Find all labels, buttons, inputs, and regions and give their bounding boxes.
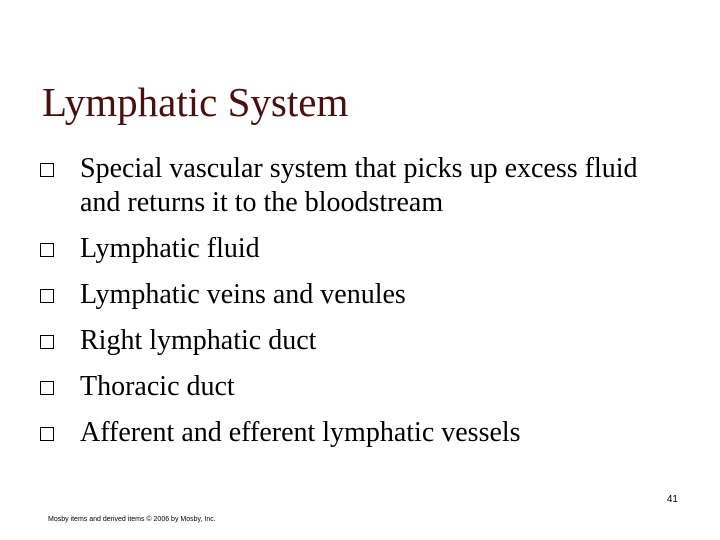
page-number: 41 [666,494,678,505]
bullet-text: Right lymphatic duct [80,325,317,356]
list-item [40,416,680,450]
list-item [40,324,680,358]
hollow-square-icon [40,335,54,349]
hollow-square-icon [40,381,54,395]
list-item [40,152,680,220]
bullet-list [40,152,680,462]
slide-title: Lymphatic System [42,79,349,125]
bullet-text: Lymphatic fluid [80,233,260,264]
list-item [40,278,680,312]
hollow-square-icon [40,243,54,257]
bullet-text: Special vascular system that picks up excess fluid and returns it to the bloodstream [80,153,638,218]
list-item [40,370,680,404]
hollow-square-icon [40,427,54,441]
hollow-square-icon [40,163,54,177]
list-item [40,232,680,266]
bullet-text: Afferent and efferent lymphatic vessels [80,417,521,448]
hollow-square-icon [40,289,54,303]
bullet-text: Lymphatic veins and venules [80,279,406,310]
bullet-text: Thoracic duct [80,371,235,402]
copyright-footer: Mosby items and derived items © 2006 by Mosby, Inc. [48,516,216,523]
